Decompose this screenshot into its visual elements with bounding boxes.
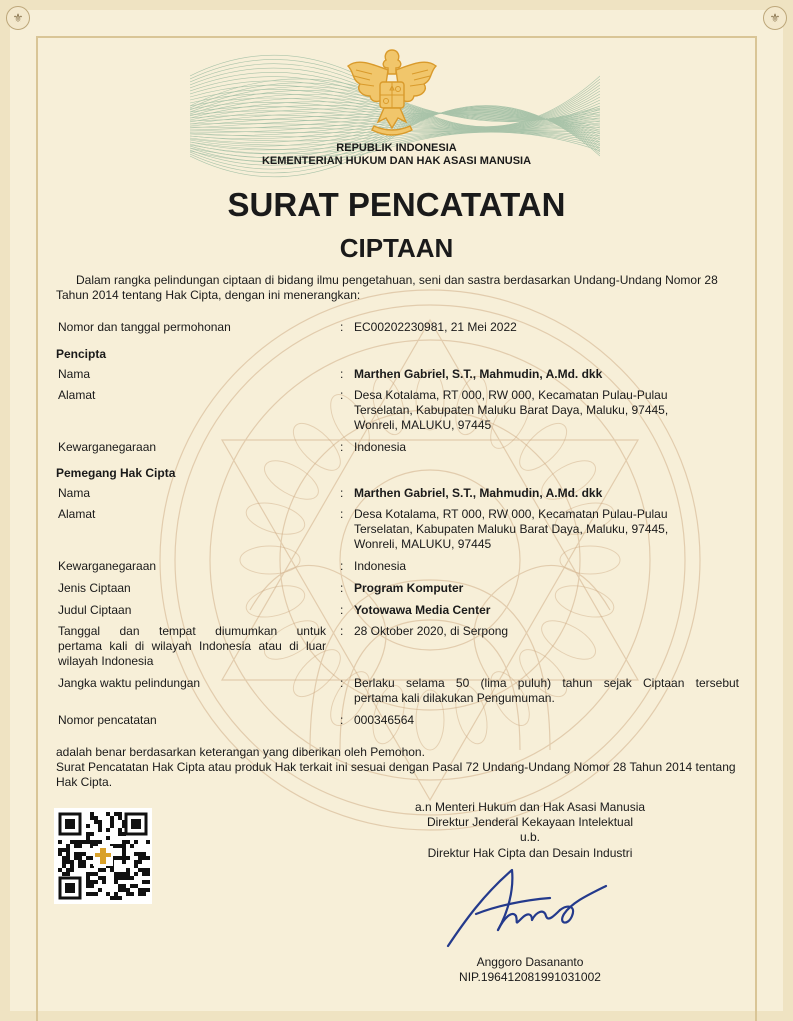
field-value-pencipta-alamat-1: Desa Kotalama, RT 000, RW 000, Kecamatan Pulau-Pulau	[354, 388, 668, 402]
field-label-kewarganegaraan: Kewarganegaraan	[58, 440, 157, 454]
field-label-nama: Nama	[58, 367, 91, 381]
section-heading-pemegang: Pemegang Hak Cipta	[56, 466, 176, 480]
field-label-alamat: Alamat	[58, 507, 96, 521]
signatory-name: Anggoro Dasananto	[476, 955, 584, 969]
field-label-jangka: Jangka waktu pelindungan	[58, 676, 201, 690]
closing-line-1: adalah benar berdasarkan keterangan yang diberikan oleh Pemohon.	[56, 745, 425, 759]
field-colon: :	[340, 581, 344, 595]
qr-code-icon	[54, 808, 152, 904]
field-value-jangka-1: Berlaku selama 50 (lima puluh) tahun sejak Ciptaan tersebut	[354, 676, 739, 690]
field-value-pencipta-nama: Marthen Gabriel, S.T., Mahmudin, A.Md. dkk	[354, 367, 603, 381]
field-colon: :	[340, 559, 344, 573]
field-label-nomor-pencatatan: Nomor pencatatan	[58, 713, 157, 727]
signature-line-3: u.b.	[519, 830, 540, 844]
field-label-tanggal-1: Tanggal dan tempat diumumkan untuk	[58, 624, 326, 638]
field-value-judul: Yotowawa Media Center	[354, 603, 491, 617]
closing-line-2: Surat Pencatatan Hak Cipta atau produk Hak terkait ini sesuai dengan Pasal 72 Undang-Undang Nomor 28 Tahun 2014 tentang Hak Cipta.	[56, 760, 736, 789]
page-subtitle: CIPTAAN	[339, 233, 454, 263]
garuda-emblem-icon	[342, 44, 442, 140]
field-colon: :	[340, 713, 344, 727]
field-label-tanggal-2: pertama kali di wilayah Indonesia atau di luar	[58, 639, 326, 653]
field-colon: :	[340, 676, 344, 690]
header-ministry: KEMENTERIAN HUKUM DAN HAK ASASI MANUSIA	[261, 155, 532, 167]
field-colon: :	[340, 603, 344, 617]
field-value-tanggal: 28 Oktober 2020, di Serpong	[354, 624, 509, 638]
field-colon: :	[340, 624, 344, 638]
page-title: SURAT PENCATATAN	[227, 186, 566, 223]
field-label-jenis: Jenis Ciptaan	[58, 581, 131, 595]
field-value-jenis: Program Komputer	[354, 581, 464, 595]
seal-corner-icon: ⚜	[6, 6, 30, 30]
handwritten-signature-icon	[440, 860, 610, 950]
header-country: REPUBLIK INDONESIA	[336, 142, 457, 154]
field-label-alamat: Alamat	[58, 388, 96, 402]
field-value-pemegang-alamat-2: Terselatan, Kabupaten Maluku Barat Daya, Maluku, 97445,	[354, 522, 669, 536]
field-value-pemegang-nama: Marthen Gabriel, S.T., Mahmudin, A.Md. dkk	[354, 486, 603, 500]
field-label-nama: Nama	[58, 486, 91, 500]
field-label-tanggal-3: wilayah Indonesia	[58, 654, 154, 668]
signature-line-1: a.n Menteri Hukum dan Hak Asasi Manusia	[414, 800, 646, 814]
field-value-pemegang-alamat-3: Wonreli, MALUKU, 97445	[354, 537, 492, 551]
signature-line-2: Direktur Jenderal Kekayaan Intelektual	[426, 815, 634, 829]
seal-corner-icon: ⚜	[763, 6, 787, 30]
field-colon: :	[340, 367, 344, 381]
field-value-nomor-pencatatan: 000346564	[354, 713, 415, 727]
field-value-pencipta-alamat-2: Terselatan, Kabupaten Maluku Barat Daya, Maluku, 97445,	[354, 403, 669, 417]
field-colon: :	[340, 507, 344, 521]
field-value-pencipta-kewarganegaraan: Indonesia	[354, 440, 407, 454]
field-colon: :	[340, 388, 344, 402]
field-value-pemegang-kewarganegaraan: Indonesia	[354, 559, 407, 573]
signatory-nip: NIP.196412081991031002	[459, 970, 601, 984]
field-value-pencipta-alamat-3: Wonreli, MALUKU, 97445	[354, 418, 492, 432]
field-colon: :	[340, 486, 344, 500]
field-value-nomor: EC00202230981, 21 Mei 2022	[354, 320, 517, 334]
field-colon: :	[340, 440, 344, 454]
field-colon: :	[340, 320, 344, 334]
field-value-jangka-2: pertama kali dilakukan Pengumuman.	[354, 691, 555, 705]
field-label-nomor: Nomor dan tanggal permohonan	[58, 320, 231, 334]
field-value-pemegang-alamat-1: Desa Kotalama, RT 000, RW 000, Kecamatan Pulau-Pulau	[354, 507, 668, 521]
signature-line-4: Direktur Hak Cipta dan Desain Industri	[427, 846, 633, 860]
section-heading-pencipta: Pencipta	[56, 347, 107, 361]
field-label-judul: Judul Ciptaan	[58, 603, 132, 617]
field-label-kewarganegaraan: Kewarganegaraan	[58, 559, 157, 573]
intro-paragraph: Dalam rangka pelindungan ciptaan di bidang ilmu pengetahuan, seni dan sastra berdasarkan Undang-Undang Nomor 28 Tahun 2014 tentang Hak Cipta, dengan ini menerangkan:	[56, 273, 718, 302]
